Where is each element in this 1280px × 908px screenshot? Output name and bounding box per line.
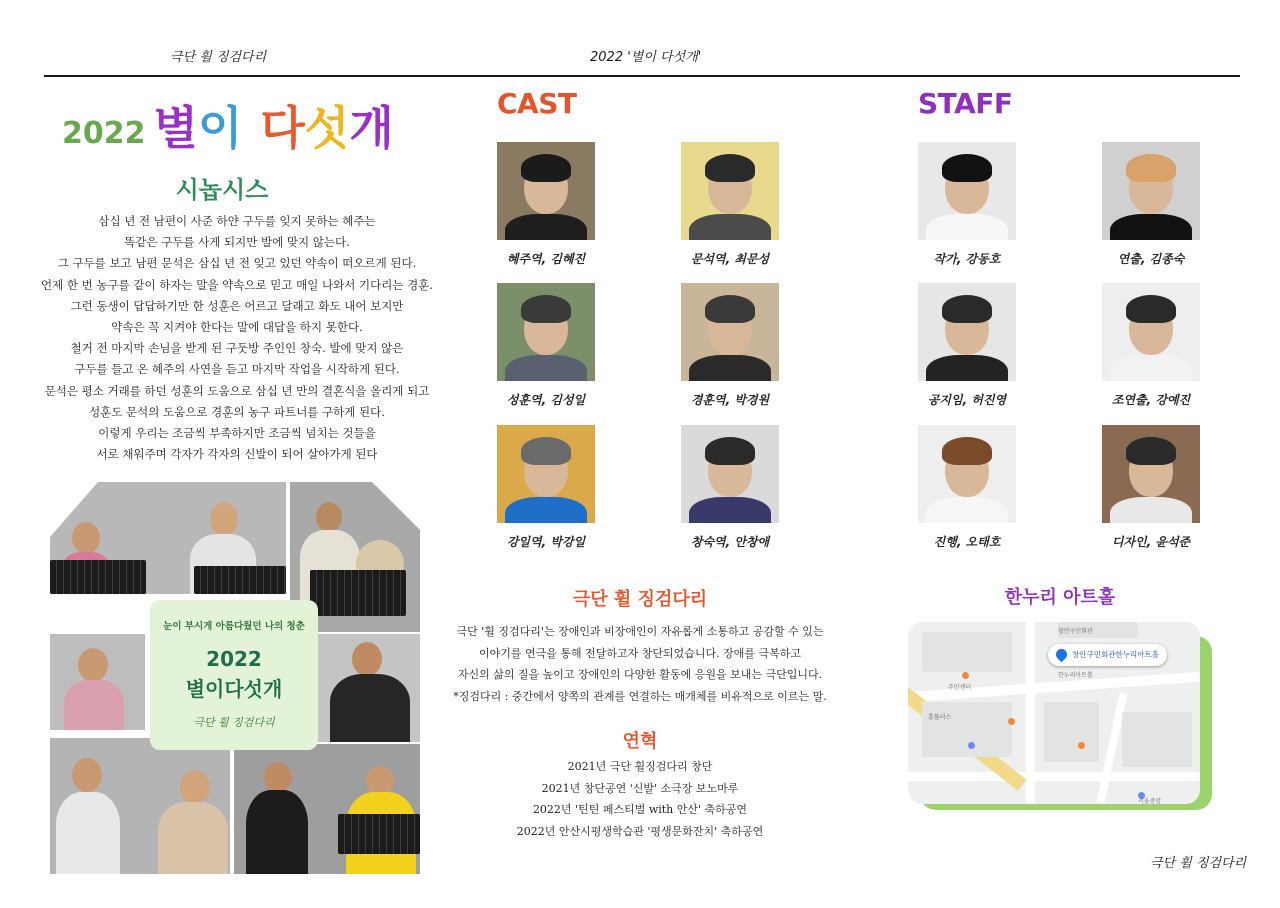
staff-portrait <box>1102 283 1200 381</box>
synopsis-line: 언제 한 번 농구를 같이 하자는 말을 약속으로 믿고 매일 나와서 기다리는 경훈. <box>41 277 433 292</box>
rehearsal-photo-5 <box>50 738 230 874</box>
staff-caption: 공지임, 허진영 <box>927 393 1007 407</box>
footer-company-name: 극단 휠 징검다리 <box>1150 856 1247 871</box>
history-item: 2021년 극단 휠징검다리 창단 <box>567 760 713 773</box>
cast-caption: 성훈역, 김성일 <box>506 393 586 407</box>
history-list <box>480 756 800 842</box>
title-letter: 섯 <box>304 101 350 155</box>
company-intro-line: 이야기를 연극을 통해 전달하고자 창단되었습니다. 장애를 극복하고 <box>478 646 801 660</box>
cast-caption: 혜주역, 김혜진 <box>506 252 586 266</box>
header-company-name: 극단 휠 징검다리 <box>170 50 267 65</box>
map-pin-label[interactable]: 창안구민회관한누리아트홀 <box>1048 644 1167 666</box>
show-title <box>62 98 394 154</box>
company-intro-line: *징검다리 : 중간에서 양쪽의 관계를 연결하는 매개체를 비유적으로 이르는 말. <box>453 689 827 703</box>
promo-signature: 극단 휠 징검다리 <box>193 716 275 729</box>
synopsis-line: 이렇게 우리는 조금씩 부족하지만 조금씩 넘치는 것들을 <box>98 426 376 441</box>
company-intro <box>445 621 835 707</box>
header-show-title: 2022 '별이 다섯개' <box>590 50 702 65</box>
staff-portrait <box>918 142 1016 240</box>
synopsis-line: 철거 전 마지막 손님을 받게 된 구둣방 주인인 창숙. 발에 맞지 않은 <box>70 341 404 356</box>
cast-portrait <box>497 142 595 240</box>
map-label-hall: 창안구민회관 <box>1058 628 1093 635</box>
rehearsal-photo-3 <box>50 634 145 730</box>
cast-caption: 강일역, 박강일 <box>506 535 586 549</box>
staff-portrait <box>918 283 1016 381</box>
cast-portrait <box>681 142 779 240</box>
map-label-arthall: 한누리아트홀 <box>1058 672 1093 679</box>
synopsis-line: 문석은 평소 거래를 하던 성훈의 도움으로 삼십 년 만의 결혼식을 올리게 되고 <box>44 383 430 398</box>
staff-heading: STAFF <box>918 87 1013 120</box>
company-intro-line: 자신의 삶의 질을 높이고 장애인의 다양한 활동에 응원을 보내는 극단입니다. <box>457 668 823 681</box>
cast-caption: 문석역, 최문성 <box>690 252 770 266</box>
history-heading: 연혁 <box>622 731 658 752</box>
rehearsal-photo-1 <box>50 482 286 594</box>
company-heading: 극단 휠 징검다리 <box>572 589 708 610</box>
promo-card <box>150 600 318 750</box>
synopsis-line: 그런 동생이 답답하기만 한 성훈은 어르고 달래고 화도 내어 보지만 <box>70 298 404 313</box>
title-letter: 별 <box>153 101 198 155</box>
cast-portrait <box>681 425 779 523</box>
synopsis-line: 똑같은 구두를 사게 되지만 발에 맞지 않는다. <box>124 235 350 250</box>
synopsis-line: 구두를 들고 온 혜주의 사연을 듣고 마지막 작업을 시작하게 된다. <box>74 362 400 377</box>
staff-caption: 작가, 강동호 <box>933 252 1001 266</box>
synopsis-line: 그 구두를 보고 남편 문석은 삼십 년 전 잊고 있던 약속이 떠오르게 된다. <box>57 256 417 271</box>
synopsis-line: 서로 채워주며 각자가 각자의 신발이 되어 살아가게 된다 <box>96 447 378 462</box>
synopsis-line: 약속은 꼭 지켜야 한다는 말에 대답을 하지 못한다. <box>111 320 363 335</box>
map-label-center: 주민센터 <box>948 684 972 691</box>
map-label-homeplus: 홈플러스 <box>928 714 952 721</box>
staff-caption: 조연출, 강예진 <box>1111 393 1191 407</box>
history-item: 2022년 안산시평생학습관 '평생문화잔치' 축하공연 <box>516 824 764 838</box>
synopsis-line: 삼십 년 전 남편이 사준 하얀 구두를 잊지 못하는 혜주는 <box>98 214 376 228</box>
history-item: 2021년 창단공연 '신발' 소극장 보노마루 <box>541 781 739 795</box>
cast-portrait <box>497 425 595 523</box>
title-year: 2022 <box>62 116 146 151</box>
title-letter: 개 <box>349 101 394 155</box>
cast-caption: 창숙역, 안창애 <box>690 535 770 549</box>
rehearsal-photo-6 <box>234 744 420 874</box>
cast-heading: CAST <box>497 87 577 120</box>
map-label-seoul: 서울중앙 <box>1138 798 1162 804</box>
promo-year: 2022 <box>206 647 262 671</box>
staff-caption: 연출, 김종숙 <box>1117 252 1185 266</box>
staff-caption: 진행, 오태호 <box>933 535 1001 549</box>
synopsis-line: 성훈도 문석의 도움으로 경훈의 농구 파트너를 구하게 된다. <box>89 404 385 419</box>
title-word-1 <box>154 102 243 154</box>
cast-caption: 경훈역, 박경원 <box>690 393 770 407</box>
venue-map[interactable] <box>908 622 1200 804</box>
cast-portrait <box>497 283 595 381</box>
staff-portrait <box>1102 425 1200 523</box>
staff-portrait <box>918 425 1016 523</box>
venue-heading: 한누리 아트홀 <box>1004 587 1116 608</box>
synopsis-heading: 시놉시스 <box>175 176 269 204</box>
staff-caption: 디자인, 윤석준 <box>1111 535 1191 549</box>
promo-title: 별이다섯개 <box>185 677 283 701</box>
title-letter: 이 <box>197 101 243 155</box>
company-intro-line: 극단 '휠 징검다리'는 장애인과 비장애인이 자유롭게 소통하고 공감할 수 있는 <box>456 625 824 638</box>
cast-portrait <box>681 283 779 381</box>
history-item: 2022년 '틴틴 페스티벌 with 안산' 축하공연 <box>532 803 748 816</box>
title-word-2 <box>260 102 393 154</box>
promo-tagline: 눈이 부시게 아름다웠던 나의 청춘 <box>163 621 305 632</box>
staff-portrait <box>1102 142 1200 240</box>
header-divider <box>44 75 1240 77</box>
title-letter: 다 <box>260 101 305 155</box>
synopsis-text <box>30 211 444 465</box>
